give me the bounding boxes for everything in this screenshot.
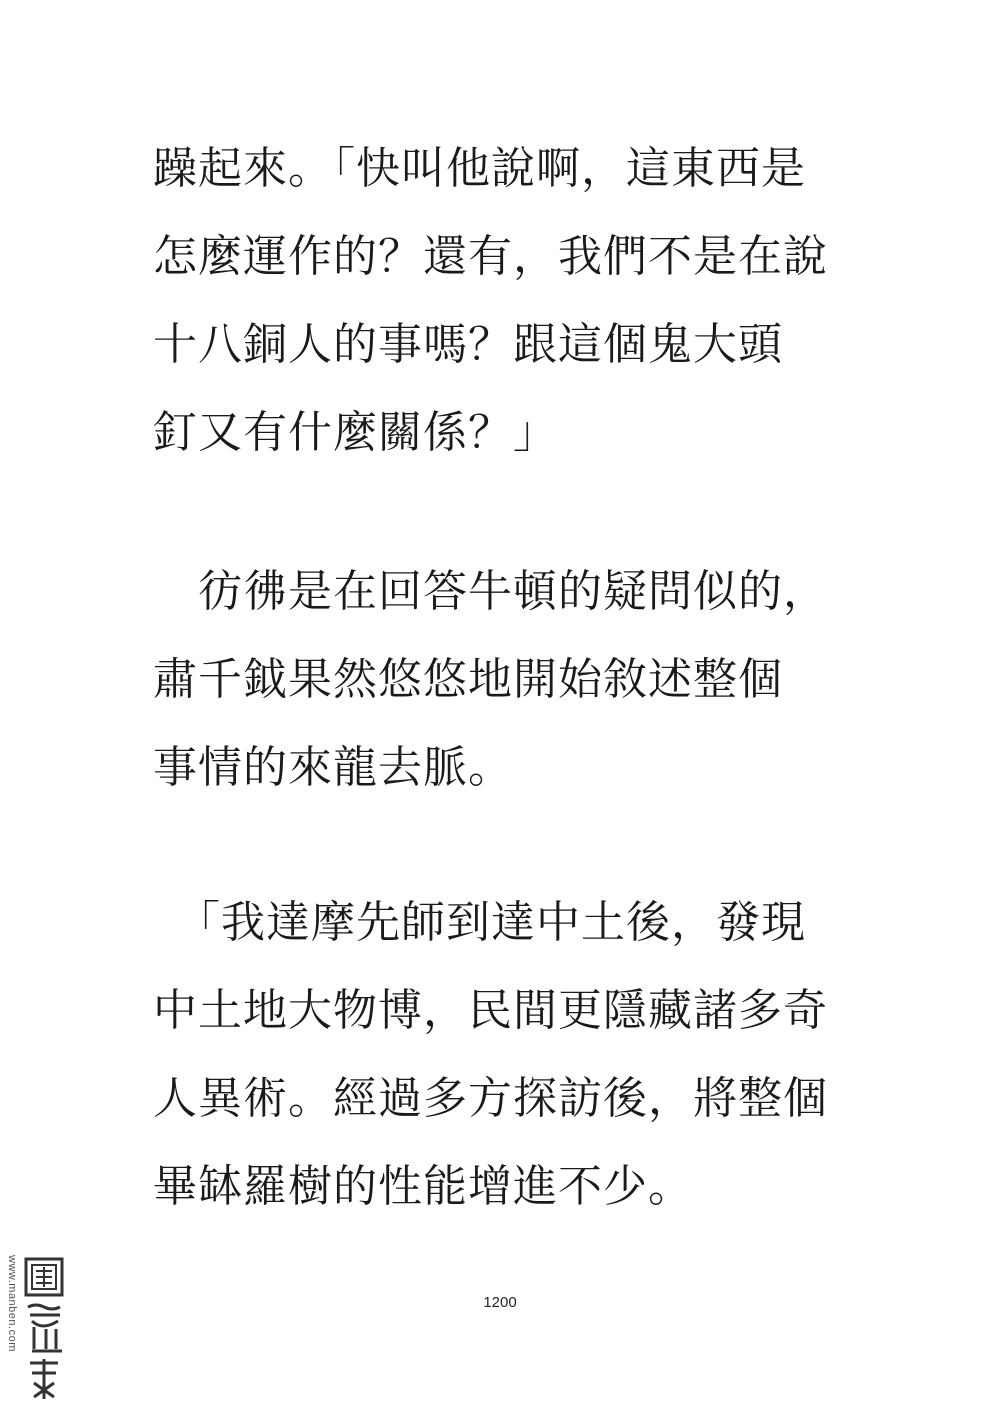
watermark-logo-icon <box>22 1255 66 1405</box>
text-line: 中土地大物博，民間更隱藏諸多奇 <box>153 985 828 1036</box>
text-line: 彷彿是在回答牛頓的疑問似的， <box>153 566 828 617</box>
watermark-url: www.manben.com <box>6 1255 18 1352</box>
text-line: 十八銅人的事嗎？跟這個鬼大頭 <box>153 319 783 370</box>
text-line: 釘又有什麼關係？」 <box>153 407 558 458</box>
text-line: 事情的來龍去脈。 <box>153 742 513 793</box>
text-line: 畢缽羅樹的性能增進不少。 <box>153 1161 693 1212</box>
page-number: 1200 <box>483 1294 517 1311</box>
text-line: 怎麼運作的？還有，我們不是在說 <box>153 231 828 282</box>
text-line: 躁起來。「快叫他說啊，這東西是 <box>153 143 806 194</box>
text-line: 肅千鉞果然悠悠地開始敘述整個 <box>153 654 783 705</box>
text-line: 「我達摩先師到達中土後，發現 <box>153 897 806 948</box>
watermark <box>0 1255 70 1405</box>
text-line: 人異術。經過多方探訪後，將整個 <box>153 1073 828 1124</box>
